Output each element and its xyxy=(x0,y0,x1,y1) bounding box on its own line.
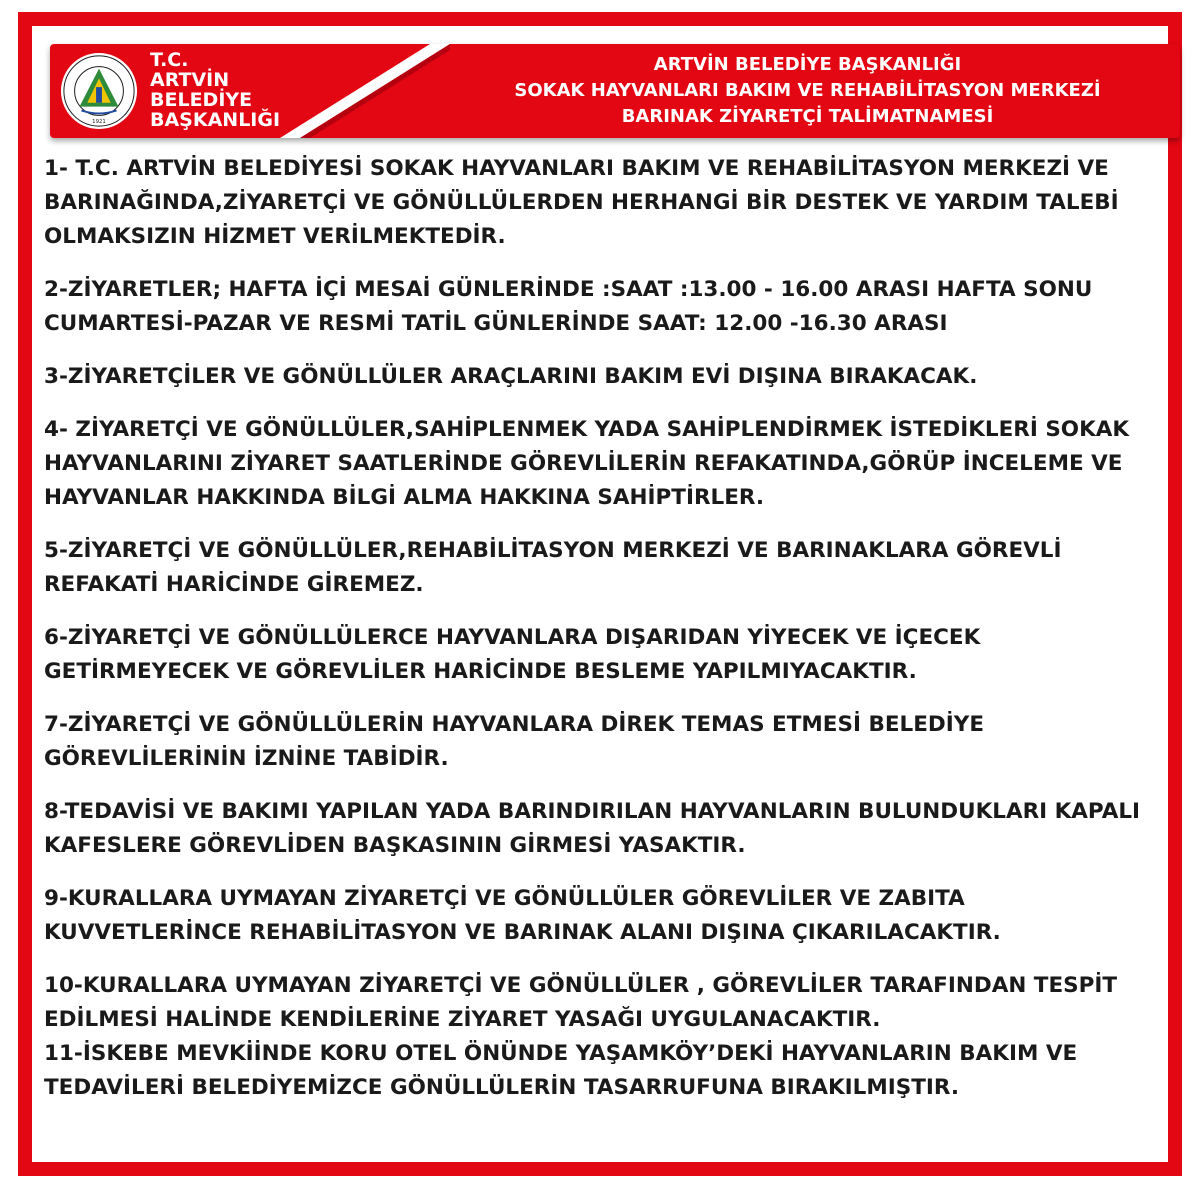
brand-line: T.C. xyxy=(150,49,189,71)
rule-item: 2-ZİYARETLER; HAFTA İÇİ MESAİ GÜNLERİNDE :SAAT :13.00 - 16.00 ARASI HAFTA SONU CUMARTESİ-PAZAR VE RESMİ TATİL GÜNLERİNDE SAAT: 12.00 -16.30 ARASI xyxy=(44,277,1093,336)
rule-item: 6-ZİYARETÇİ VE GÖNÜLLÜLERCE HAYVANLARA DIŞARIDAN YİYECEK VE İÇECEK GETİRMEYECEK VE GÖREVLİLER HARİCİNDE BESLEME YAPILMIYACAKTIR. xyxy=(44,625,981,684)
rule-item: 11-İSKEBE MEVKİİNDE KORU OTEL ÖNÜNDE YAŞAMKÖY’DEKİ HAYVANLARIN BAKIM VE TEDAVİLERİ BELEDİYEMİZCE GÖNÜLLÜLERİN TASARRUFUNA BIRAKILMIŞTIR. xyxy=(44,1041,1078,1100)
header-title-municipality: ARTVİN BELEDİYE BAŞKANLIĞI xyxy=(653,54,962,75)
header-titles xyxy=(440,52,1175,130)
seal-year: 1921 xyxy=(92,119,106,126)
header-title-center: SOKAK HAYVANLARI BAKIM VE REHABİLİTASYON MERKEZİ xyxy=(514,80,1101,101)
rule-item: 10-KURALLARA UYMAYAN ZİYARETÇİ VE GÖNÜLLÜLER , GÖREVLİLER TARAFINDAN TESPİT EDİLMESİ HALİNDE KENDİLERİNE ZİYARET YASAĞI UYGULANACAKTIR. xyxy=(44,973,1118,1032)
brand-line: ARTVİN xyxy=(150,69,230,91)
header-divider-shape xyxy=(280,44,450,138)
rule-item: 1- T.C. ARTVİN BELEDİYESİ SOKAK HAYVANLARI BAKIM VE REHABİLİTASYON MERKEZİ VE BARINAĞINDA,ZİYARETÇİ VE GÖNÜLLÜLERDEN HERHANGİ BİR DESTEK VE YARDIM TALEBİ OLMAKSIZIN HİZMET VERİLMEKTEDİR. xyxy=(44,156,1119,249)
rule-item: 7-ZİYARETÇİ VE GÖNÜLLÜLERİN HAYVANLARA DİREK TEMAS ETMESİ BELEDİYE GÖREVLİLERİNİN İZNİNE TABİDİR. xyxy=(44,712,985,771)
brand-line: BELEDİYE xyxy=(150,89,253,111)
artvin-municipality-seal-icon xyxy=(60,52,138,130)
rule-item: 9-KURALLARA UYMAYAN ZİYARETÇİ VE GÖNÜLLÜLER GÖREVLİLER VE ZABITA KUVVETLERİNCE REHABİLİTASYON VE BARINAK ALANI DIŞINA ÇIKARILACAKTIR. xyxy=(44,886,1001,945)
header-title-document: BARINAK ZİYARETÇİ TALİMATNAMESİ xyxy=(621,106,994,127)
header-banner xyxy=(50,44,1180,138)
rule-item: 5-ZİYARETÇİ VE GÖNÜLLÜLER,REHABİLİTASYON MERKEZİ VE BARINAKLARA GÖREVLİ REFAKATİ HARİCİNDE GİREMEZ. xyxy=(44,538,1062,597)
rule-item: 4- ZİYARETÇİ VE GÖNÜLLÜLER,SAHİPLENMEK YADA SAHİPLENDİRMEK İSTEDİKLERİ SOKAK HAYVANLARINI ZİYARET SAATLERİNDE GÖREVLİLERİN REFAKATINDA,GÖRÜP İNCELEME VE HAYVANLAR HAKKINDA BİLGİ ALMA HAKKINA SAHİPTİRLER. xyxy=(44,417,1130,510)
rules-list xyxy=(44,152,1144,1105)
rule-item: 8-TEDAVİSİ VE BAKIMI YAPILAN YADA BARINDIRILAN HAYVANLARIN BULUNDUKLARI KAPALI KAFESLERE GÖREVLİDEN BAŞKASININ GİRMESİ YASAKTIR. xyxy=(44,799,1141,858)
rule-item: 3-ZİYARETÇİLER VE GÖNÜLLÜLER ARAÇLARINI BAKIM EVİ DIŞINA BIRAKACAK. xyxy=(44,364,978,389)
brand-line: BAŞKANLIĞI xyxy=(150,109,281,131)
